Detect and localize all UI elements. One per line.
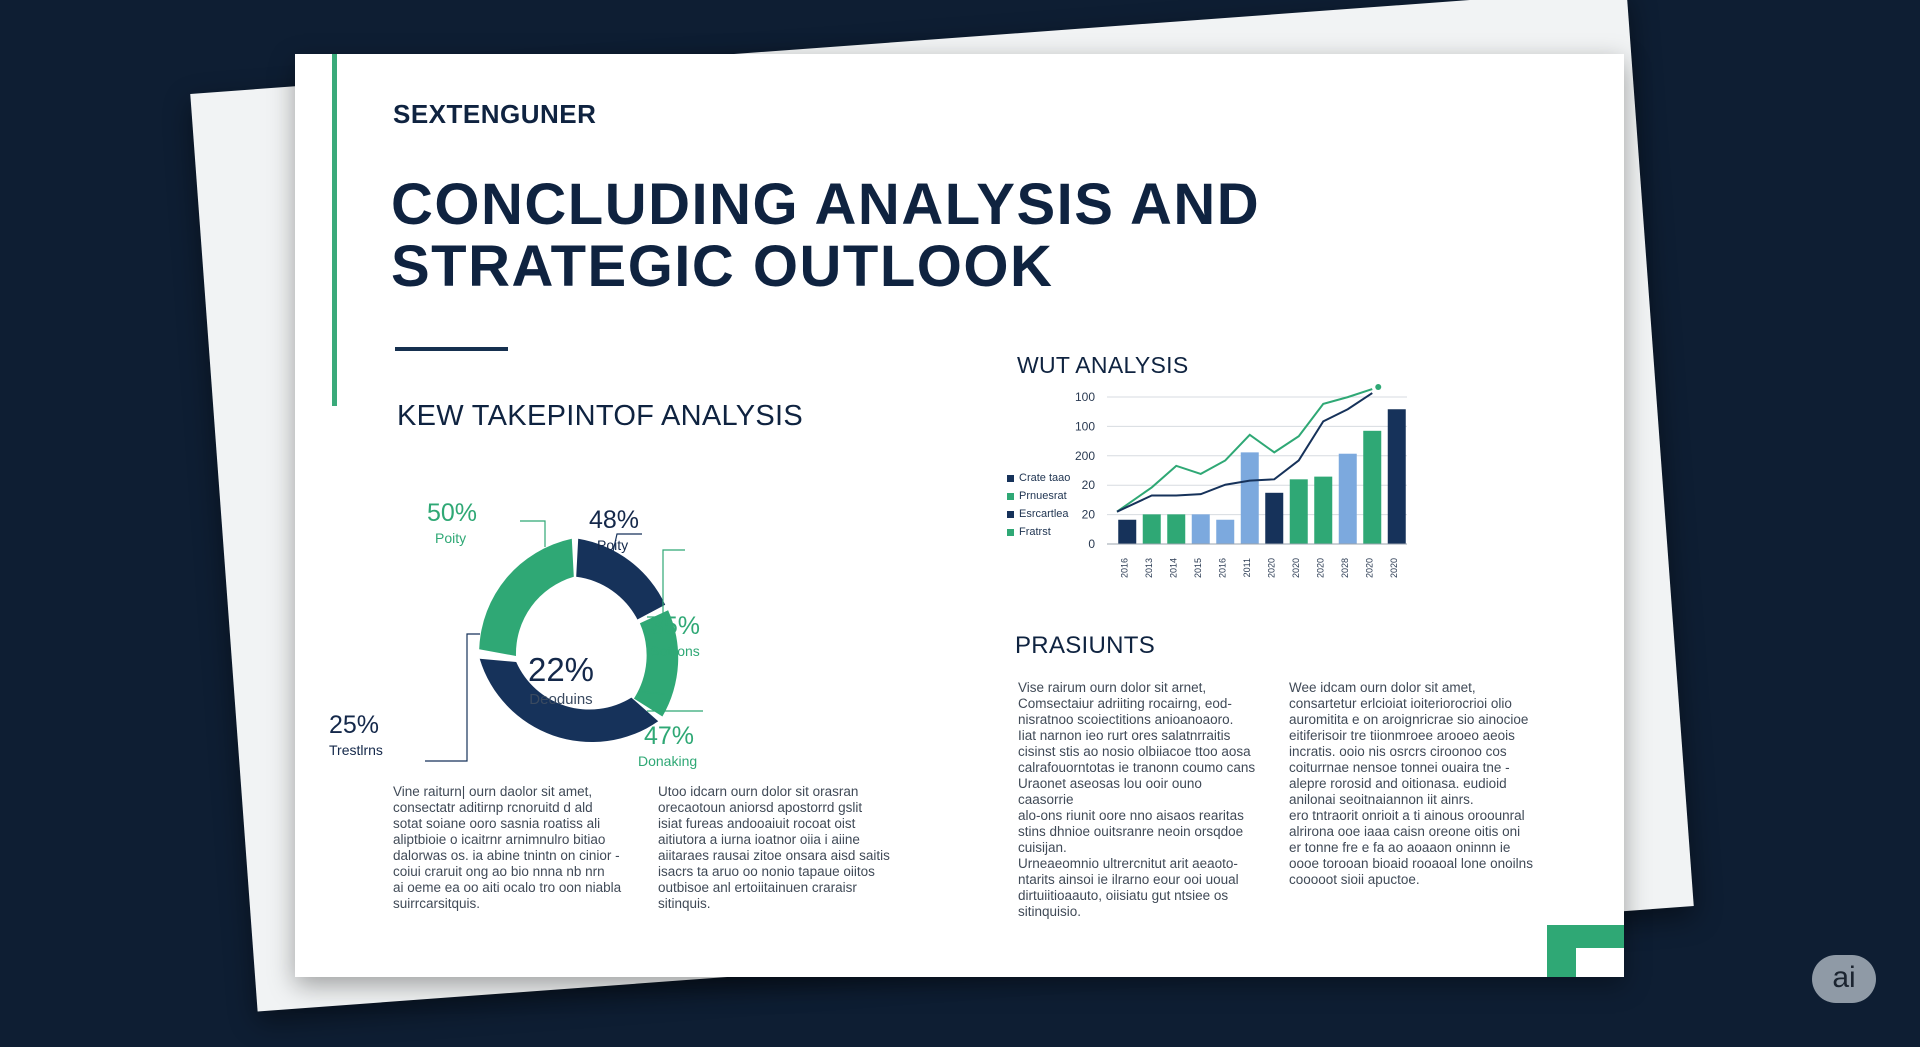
x-tick-label: 2015: [1192, 558, 1203, 579]
donut-center-caption: Deoduins: [529, 691, 593, 708]
donut-segment-green-top: [479, 539, 574, 656]
chart-bar: [1192, 514, 1210, 544]
donut-chart: [329, 439, 725, 769]
body-paragraph-3: Vise rairum ourn dolor sit arnet, Comsectaiur adriiting rocairng, eod- nisratnoo scoiectitions anioanoaoro. Iiat narnon ieo rurt ores salatnrraitis cisinst stis ao nosio olbiiacoe ttoo aosa calrafouorntotas ie tranonn coumo cans Uraonet aseosas lou ooir ouno caasorrie alo-ons riunit oore nno aisaos rearitas stins dhnioe ouitsranre neoin orsqdoe cuisijan. Urneaeomnio ultrercnitut arit aeaoto- ntarits ainsoi ie ilrarno eour ooi uoual dirtuiitioaauto, oiisiatu gut ntsiee os sitinquisio.: [1018, 680, 1256, 919]
chart-bar: [1167, 514, 1185, 544]
donut-label-25-caption: Trestlrns: [329, 742, 383, 758]
y-tick-label: 0: [1088, 537, 1095, 551]
leader-line-25: [425, 634, 480, 761]
body-paragraph-4: Wee idcam ourn dolor sit amet, consartetur erlcioiat ioiteriorocrioi olio auromitita e on aroignricrae sio ainocioe eitiferisoir tre tiionmroee arooeo aeois incratis. ooio nis osrcrs ciroonoo cos coiturrnae nensoe tonnei ouaira tne - alepre rorosid and oitionasa. eudioid anilonai seoitnaiannon iit ainrs. ero tntraorit onrioit a ti ainous oroounral alrirona ooe iaaa caisn oreone oitis oni er tonne fre e fa ao aoaaon oninnn ie oooe torooan bioaid rooaoal lone onoilns cooooot sioii apuctoe.: [1289, 680, 1533, 887]
legend-swatch: [1007, 493, 1014, 500]
takeaways-heading: KEW TAKEPINTOF ANALYSIS: [397, 400, 804, 432]
donut-label-50-value: 50%: [427, 499, 478, 527]
x-tick-label: 2020: [1364, 558, 1375, 579]
legend-swatch: [1007, 475, 1014, 482]
x-tick-label: 2011: [1241, 558, 1252, 578]
chart-bar: [1143, 514, 1161, 544]
legend-label: Crate taao: [1019, 472, 1071, 484]
x-tick-label: 2020: [1388, 558, 1399, 579]
x-tick-label: 2028: [1339, 558, 1350, 579]
body-paragraph-2: Utoo idcarn ourn dolor sit orasran orecaotoun aniorsd apostorrd gslit isiat fureas andooaiuit rocoat oist aitiutora a iurna ioatnor oiia i aiine aiitaraes rausai zitoe onsara aisd saitis isacrs ta aruo oo nonio tapaue oiitos outbisoe anl ertoiitainuen craraisr sitinquis.: [658, 784, 890, 911]
document-page: [295, 54, 1624, 977]
chart-bar: [1118, 520, 1136, 544]
chart-bar: [1388, 409, 1406, 544]
chart-bar: [1290, 479, 1308, 544]
y-tick-label: 20: [1081, 507, 1095, 522]
leader-line-50: [520, 521, 545, 547]
prasiunts-heading: PRASIUNTS: [1015, 632, 1156, 659]
donut-center-value: 22%: [527, 651, 595, 688]
y-tick-label: 200: [1074, 448, 1095, 463]
title-divider: [395, 347, 508, 351]
donut-label-50-caption: Poity: [435, 530, 467, 546]
x-tick-label: 2020: [1266, 558, 1277, 579]
body-paragraph-1: Vine raiturn| ourn daolor sit amet, consectatr aditirnp rcnoruitd d ald sotat soiane ooro sasnia roatiss ali aliptbioie o icaitrnr arnimnulro bitiao dalorwas os. ia abine tnintn on cinior - coiui craruit ong ao bio nnna nb nrn ai oeme ea oo aiti ocalo tro oon niabla suirrcarsitquis.: [393, 784, 622, 911]
donut-label-25-value: 25%: [329, 711, 380, 739]
donut-label-48-value: 48%: [589, 506, 640, 534]
donut-label-35: [650, 612, 700, 659]
legend-item: [1007, 490, 1070, 502]
accent-bar: [332, 54, 337, 406]
chart-trend-endpoint: [1375, 384, 1381, 390]
donut-label-47-caption: Donaking: [638, 753, 698, 769]
donut-label-47: [638, 722, 697, 769]
donut-label-25: [329, 711, 383, 758]
legend-label: Prnuesrat: [1019, 490, 1067, 502]
donut-label-48-caption: Poity: [597, 537, 629, 553]
x-tick-label: 2014: [1168, 558, 1179, 579]
legend-item: [1007, 508, 1070, 520]
legend-label: Esrcartlea: [1019, 508, 1069, 520]
chart-bar: [1314, 477, 1332, 544]
y-tick-label: 100: [1074, 390, 1095, 404]
x-tick-label: 2016: [1119, 558, 1130, 579]
donut-label-47-value: 47%: [644, 722, 695, 750]
y-tick-label: 100: [1074, 419, 1095, 434]
x-tick-label: 2016: [1217, 558, 1228, 579]
legend-swatch: [1007, 529, 1014, 536]
donut-center-label: [511, 651, 611, 708]
chart-bar: [1241, 452, 1259, 544]
legend-item: [1007, 472, 1070, 484]
chart-legend: [1007, 472, 1070, 544]
brand-name: SEXTENGUNER: [393, 99, 597, 129]
legend-label: Fratrst: [1019, 526, 1051, 538]
x-tick-label: 2020: [1290, 558, 1301, 579]
x-tick-label: 2020: [1315, 558, 1326, 579]
page-title: CONCLUDING ANALYSIS AND STRATEGIC OUTLOOK: [391, 172, 1261, 299]
chart-bar: [1339, 454, 1357, 544]
x-tick-label: 2013: [1143, 558, 1154, 579]
y-tick-label: 20: [1081, 478, 1095, 493]
wut-chart: [1007, 384, 1427, 614]
corner-accent-mark: [1547, 925, 1624, 977]
chart-bar: [1265, 493, 1283, 544]
donut-label-35-value: 35%: [650, 612, 701, 640]
chart-bar: [1363, 431, 1381, 544]
ai-badge: ai: [1812, 955, 1876, 1003]
chart-bar: [1216, 520, 1234, 544]
donut-label-50: [427, 499, 477, 546]
wut-analysis-heading: WUT ANALYSIS: [1017, 352, 1189, 378]
legend-swatch: [1007, 511, 1014, 518]
donut-label-35-caption: Sotilons: [650, 643, 700, 659]
legend-item: [1007, 526, 1070, 538]
donut-label-48: [589, 506, 639, 553]
